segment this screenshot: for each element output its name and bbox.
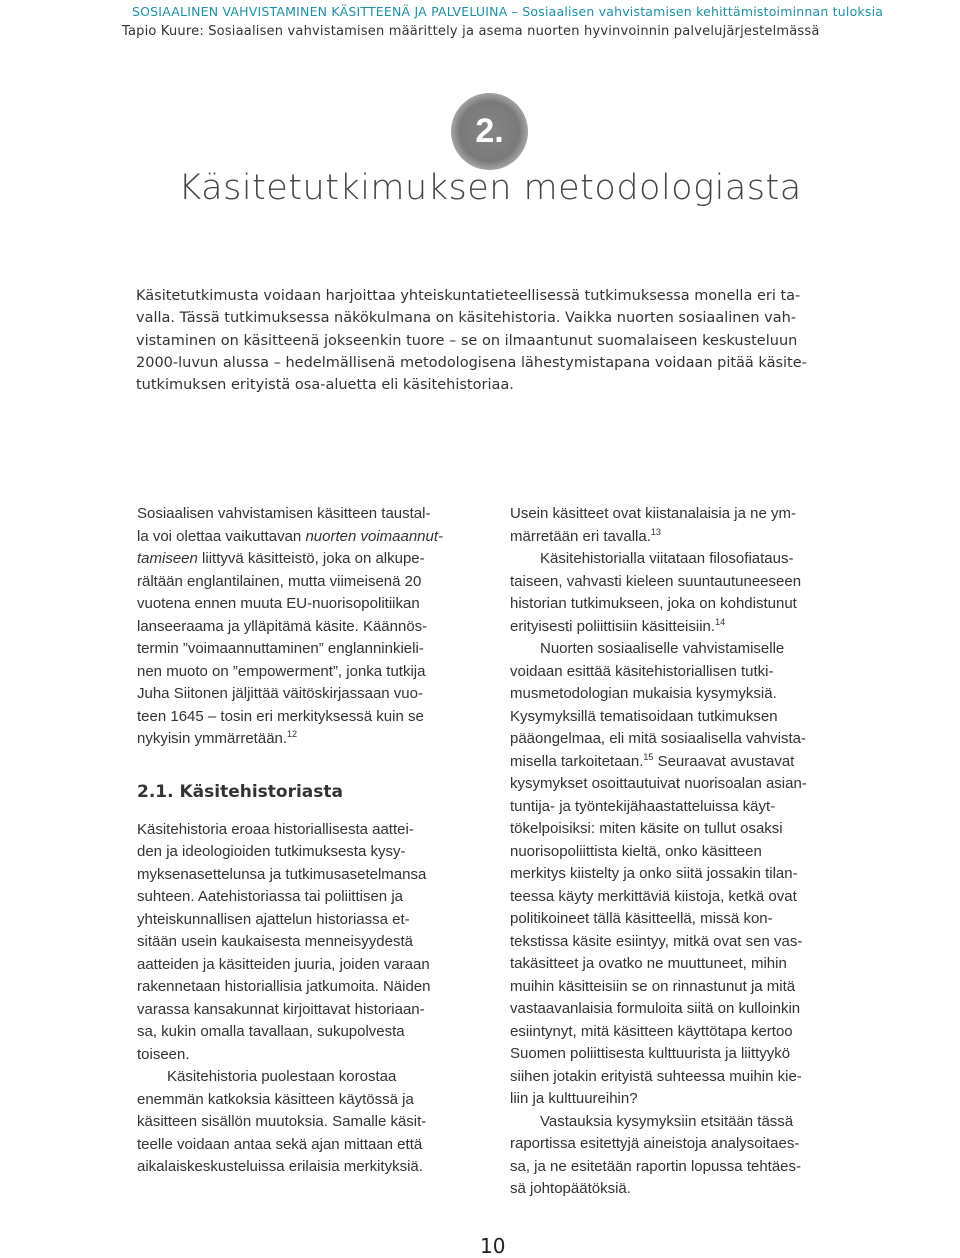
- text-line: [137, 728, 482, 751]
- text-line: Vastauksia kysymyksiin etsitään tässä: [540, 1112, 794, 1130]
- text-span: misella tarkoitetaan.: [510, 752, 644, 770]
- text-line: teen 1645 – tosin eri merkityksessä kuin se: [137, 707, 424, 725]
- text-line: sitään usein kaukaisesta menneisyydestä: [137, 933, 413, 950]
- footnote-ref[interactable]: 13: [650, 526, 661, 537]
- text-line: Juha Siitonen jäljittää väitöskirjassaan vuo-: [137, 685, 423, 702]
- italic-term: nuorten voimaannut-: [305, 527, 444, 545]
- text-line: nuorisopoliittista kieltä, onko käsitteen: [510, 842, 762, 860]
- text-line: den ja ideologioiden tutkimuksesta kysy-: [137, 843, 406, 860]
- left-column: [137, 503, 482, 1179]
- text-span: märretään eri tavalla.: [510, 527, 651, 545]
- intro-line: Käsitetutkimusta voidaan harjoittaa yhteiskuntatieteellisessä tutkimuksessa monella eri ta-: [136, 288, 801, 304]
- text-line: termin ”voimaannuttaminen” englanninkieli-: [137, 640, 424, 657]
- left-paragraph-2: [137, 819, 482, 1067]
- text-line: taiseen, vahvasti kieleen suuntautuneeseen: [510, 572, 802, 590]
- text-line: pääongelmaa, eli mitä sosiaalisella vahvista-: [510, 730, 806, 747]
- text-line: aatteiden ja käsitteiden juuria, joiden varaan: [137, 955, 430, 973]
- text-line: varassa kansakunnat kirjoittavat historiaan-: [137, 1000, 425, 1018]
- text-line: [510, 526, 855, 549]
- text-line: [510, 751, 855, 774]
- intro-line: valla. Tässä tutkimuksessa näkökulmana on käsitehistoria. Vaikka nuorten sosiaalinen vah-: [136, 310, 797, 327]
- text-line: teelle voidaan antaa sekä ajan mittaan että: [137, 1135, 423, 1153]
- text-line: toiseen.: [137, 1045, 190, 1063]
- text-line: kysymykset osoittautuivat nuorisoalan asian-: [510, 775, 807, 792]
- text-line: enemmän katkoksia käsitteen käytössä ja: [137, 1090, 414, 1108]
- italic-term: tamiseen: [137, 550, 198, 567]
- chapter-number-badge: [451, 93, 528, 170]
- text-line: liin ja kulttuureihin?: [510, 1090, 638, 1107]
- text-line: musmetodologian mukaisia kysymyksiä.: [510, 685, 777, 702]
- intro-line: 2000-luvun alussa – hedelmällisenä metodologisena lähestymistapana voidaan pitää käsite-: [136, 354, 807, 371]
- text-line: tuntija- ja työntekijähaastatteluissa käyt-: [510, 797, 776, 815]
- chapter-number: 2.: [475, 112, 504, 150]
- text-line: yhteiskunnallisen ajattelun historiassa et-: [137, 910, 410, 928]
- text-line: vuotena ennen muuta EU-nuorisopolitiikan: [137, 595, 420, 612]
- footnote-ref[interactable]: 15: [643, 751, 654, 762]
- text-line: tekstissa käsite esiintyy, mitkä ovat sen vas-: [510, 932, 803, 950]
- left-paragraph-1: [137, 503, 482, 751]
- text-line: Käsitehistorialla viitataan filosofiataus-: [540, 550, 794, 567]
- text-span: liittyvä käsitteistö, joka on alkupe-: [197, 550, 425, 567]
- text-line: aikalaiskeskusteluissa erilaisia merkityksiä.: [137, 1158, 423, 1175]
- text-line: takäsitteet ja ovatko ne muuttuneet, mihin: [510, 955, 787, 972]
- text-line: sa, ja ne esitetään raportin lopussa tehtäes-: [510, 1157, 802, 1175]
- text-line: Käsitehistoria eroaa historiallisesta aattei-: [137, 820, 414, 838]
- text-line: käsitteen sisällön muutoksia. Samalle käsit-: [137, 1113, 427, 1130]
- intro-line: tutkimuksen erityistä osa-aluetta eli käsitehistoriaa.: [136, 377, 514, 394]
- text-line: [510, 616, 855, 639]
- text-line: Nuorten sosiaaliselle vahvistamiselle: [540, 640, 785, 657]
- text-line: sä johtopäätöksiä.: [510, 1180, 631, 1197]
- text-line: rakennetaan historiallisia jatkumoita. Näiden: [137, 978, 431, 995]
- text-line: nen muoto on ”empowerment”, jonka tutkija: [137, 662, 426, 680]
- right-paragraph-4: [510, 1111, 855, 1201]
- intro-paragraph: [136, 285, 848, 396]
- text-line: teessa käyty merkittäviä kiistoja, ketkä ovat: [510, 887, 797, 905]
- text-line: tökelpoisiksi: miten käsite on tullut osaksi: [510, 820, 783, 837]
- text-line: sa, kukin omalla tavallaan, sukupolvesta: [137, 1023, 405, 1040]
- text-line: vastaavanlaisia formuloita siitä on kulloinkin: [510, 1000, 801, 1017]
- text-line: raportissa esitettyjä aineistoja analysoitaes-: [510, 1135, 800, 1152]
- text-line: Suomen poliittisesta kulttuurista ja liittyykö: [510, 1045, 791, 1062]
- page-number: 10: [480, 1234, 506, 1258]
- text-line: siihen jotakin erityistä suhteessa muihin kie-: [510, 1067, 802, 1085]
- section-heading: 2.1. Käsitehistoriasta: [137, 781, 343, 802]
- text-span: nykyisin ymmärretään.: [137, 730, 288, 747]
- text-span: la voi olettaa vaikuttavan: [137, 527, 306, 545]
- right-paragraph-3: [510, 638, 855, 1111]
- running-header-author: Tapio Kuure: Sosiaalisen vahvistamisen määrittely ja asema nuorten hyvinvoinnin palvelujärjestelmässä: [122, 24, 820, 39]
- running-header-series: [132, 4, 954, 19]
- series-title: SOSIAALINEN VAHVISTAMINEN KÄSITTEENÄ JA PALVELUINA: [132, 4, 508, 19]
- text-span: Seuraavat avustavat: [653, 752, 795, 770]
- text-line: Käsitehistoria puolestaan korostaa: [167, 1068, 397, 1085]
- text-line: lanseeraama ja ylläpitämä käsite. Käännös-: [137, 617, 428, 635]
- right-column: [510, 503, 855, 1201]
- text-line: suhteen. Aatehistoriassa tai poliittisen ja: [137, 888, 403, 905]
- intro-line: vistaminen on käsitteenä jokseenkin tuore – se on ilmaantunut suomalaiseen keskusteluun: [136, 332, 798, 349]
- footnote-ref[interactable]: 12: [287, 729, 298, 739]
- left-paragraph-3: [137, 1066, 482, 1179]
- text-line: merkitys kiistelty ja onko siitä jossakin tilan-: [510, 865, 798, 882]
- text-line: Sosiaalisen vahvistamisen käsitteen taustal-: [137, 505, 431, 522]
- text-line: [137, 526, 482, 549]
- right-paragraph-1: [510, 503, 855, 548]
- text-line: voidaan esittää käsitehistoriallisen tutki-: [510, 662, 774, 680]
- text-span: erityisesti poliittisiin käsitteisiin.: [510, 617, 716, 635]
- series-subtitle: – Sosiaalisen vahvistamisen kehittämistoiminnan tuloksia: [511, 4, 884, 19]
- text-line: Usein käsitteet ovat kiistanalaisia ja ne ym-: [510, 505, 796, 522]
- text-line: historian tutkimukseen, joka on kohdistunut: [510, 595, 797, 612]
- text-line: esiintynyt, mitä käsitteen käyttötapa kertoo: [510, 1022, 793, 1040]
- text-line: politikoineet tällä käsitteellä, missä kon-: [510, 910, 773, 927]
- right-paragraph-2: [510, 548, 855, 638]
- text-line: rältään englantilainen, mutta viimeisenä 20: [137, 572, 422, 590]
- chapter-title: Käsitetutkimuksen metodologiasta: [178, 168, 802, 208]
- text-line: Kysymyksillä tematisoidaan tutkimuksen: [510, 707, 778, 725]
- text-line: myksenasettelunsa ja tutkimusasetelmansa: [137, 865, 427, 883]
- text-line: muihin käsitteisiin se on rinnastunut ja mitä: [510, 977, 796, 995]
- footnote-ref[interactable]: 14: [715, 616, 726, 627]
- text-line: [137, 548, 482, 571]
